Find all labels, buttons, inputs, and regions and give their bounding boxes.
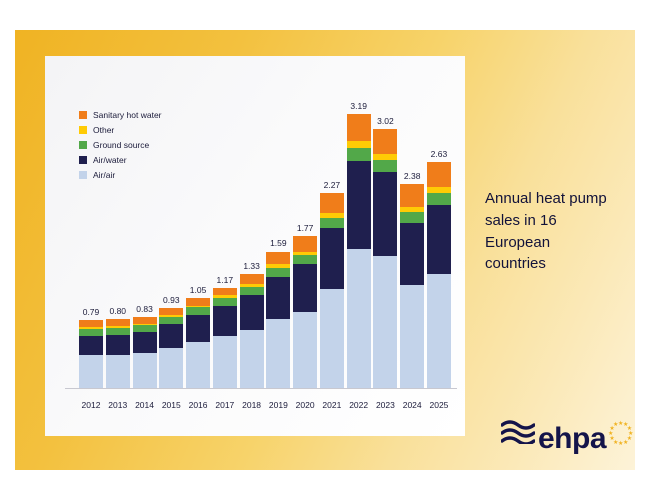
bar-column: [186, 284, 210, 388]
bar-segment: [159, 308, 183, 315]
bar-segment: [293, 255, 317, 264]
x-axis-tick-label: 2023: [375, 400, 395, 410]
bar-segment: [133, 325, 157, 332]
star-icon: ★: [626, 426, 633, 432]
bar-segment: [347, 114, 371, 141]
bar-segment: [240, 287, 264, 296]
x-axis-tick-label: 2015: [161, 400, 181, 410]
bar-segment: [213, 336, 237, 388]
bar-segment: [213, 298, 237, 307]
bar-stack: [240, 274, 264, 388]
bar-segment: [186, 298, 210, 306]
star-icon: ★: [608, 431, 614, 437]
bar-segment: [266, 277, 290, 319]
bar-segment: [159, 317, 183, 325]
x-axis-tick-label: 2014: [135, 400, 154, 410]
bar-segment: [347, 141, 371, 149]
bar-segment: [320, 193, 344, 213]
bar-column: [240, 260, 264, 388]
star-icon: ★: [618, 421, 624, 427]
bar-stack: [79, 320, 103, 388]
bar-column: [347, 101, 371, 388]
bar-segment: [373, 160, 397, 172]
bar-segment: [347, 148, 371, 161]
bar-segment: [106, 328, 130, 335]
bar-segment: [427, 205, 451, 274]
legend-label: Other: [93, 124, 115, 135]
ehpa-logo: [501, 418, 634, 455]
legend-label: Ground source: [93, 139, 150, 150]
star-icon: ★: [623, 439, 629, 446]
bar-column: [427, 149, 451, 388]
bar-segment: [400, 285, 424, 388]
bar-segment: [293, 264, 317, 311]
bar-segment: [133, 332, 157, 353]
x-axis-tick-label: 2021: [322, 400, 342, 410]
bar-stack: [347, 114, 371, 388]
bar-column: [373, 115, 397, 388]
star-icon: ★: [613, 439, 619, 446]
bar-total-label: 1.33: [243, 260, 260, 271]
star-icon: ★: [618, 441, 624, 447]
bar-segment: [213, 306, 237, 336]
x-axis-tick-label: 2016: [188, 400, 208, 410]
bar-segment: [373, 172, 397, 255]
star-icon: ★: [626, 436, 633, 442]
bar-segment: [427, 162, 451, 187]
bar-total-label: 1.17: [216, 274, 234, 285]
bar-segment: [400, 184, 424, 207]
bar-segment: [427, 274, 451, 388]
bar-total-label: 1.59: [270, 238, 287, 249]
bar-stack: [373, 129, 397, 388]
x-axis-tick-label: 2012: [81, 400, 101, 410]
legend-label: Air/water: [93, 154, 127, 165]
bar-segment: [293, 312, 317, 388]
bar-stack: [400, 184, 424, 388]
bar-segment: [186, 342, 210, 388]
x-axis-tick-label: 2019: [268, 400, 288, 410]
bar-segment: [79, 336, 103, 356]
x-axis-tick-label: 2017: [215, 400, 235, 410]
bar-segment: [400, 212, 424, 223]
bar-total-label: 1.77: [296, 223, 314, 233]
bar-segment: [400, 223, 424, 285]
bar-segment: [159, 348, 183, 388]
bar-segment: [293, 236, 317, 251]
bar-total-label: 3.02: [377, 115, 394, 126]
bar-segment: [186, 307, 210, 315]
bar-segment: [106, 355, 130, 388]
bar-stack: [159, 308, 183, 388]
bar-segment: [186, 315, 210, 342]
x-axis-tick-label: 2022: [349, 400, 369, 410]
bar-total-label: 0.80: [109, 306, 127, 317]
bar-segment: [79, 355, 103, 388]
bar-segment: [106, 335, 130, 355]
bar-total-label: 0.93: [163, 295, 180, 306]
bar-segment: [266, 319, 290, 388]
x-axis-tick-label: 2024: [402, 400, 422, 410]
bar-column: [400, 170, 424, 388]
bar-column: [213, 274, 237, 388]
x-axis-line: [65, 388, 457, 389]
bar-total-label: 0.79: [82, 307, 100, 318]
logo-wordmark: ehpa: [538, 421, 607, 455]
bar-segment: [320, 218, 344, 228]
star-icon: ★: [609, 426, 615, 432]
star-icon: ★: [623, 422, 629, 429]
bar-segment: [240, 274, 264, 284]
bar-column: [293, 223, 317, 388]
bar-segment: [133, 353, 157, 388]
bar-segment: [240, 295, 264, 330]
bar-stack: [293, 236, 317, 388]
slide-background: [15, 30, 635, 470]
x-axis-tick-label: 2020: [295, 400, 315, 410]
bar-total-label: 2.63: [430, 149, 448, 160]
x-axis-tick-label: 2025: [429, 400, 449, 410]
star-icon: ★: [628, 431, 634, 437]
bar-segment: [373, 256, 397, 388]
x-axis-tick-label: 2018: [242, 400, 262, 410]
bar-segment: [133, 317, 157, 324]
eu-stars-icon: [608, 421, 634, 447]
slide-caption: Annual heat pump sales in 16 European countries: [485, 190, 607, 273]
bar-stack: [427, 162, 451, 388]
star-icon: ★: [609, 436, 615, 442]
bar-stack: [133, 317, 157, 388]
chart-panel: [45, 56, 465, 436]
bar-stack: [186, 298, 210, 388]
bar-segment: [347, 249, 371, 388]
bar-column: [79, 307, 103, 388]
bar-segment: [79, 320, 103, 327]
bar-total-label: 2.38: [403, 170, 421, 181]
bar-segment: [320, 289, 344, 388]
star-icon: ★: [613, 422, 619, 429]
bar-segment: [159, 324, 183, 347]
bar-segment: [240, 330, 264, 388]
legend-label: Air/air: [93, 169, 116, 180]
bar-total-label: 1.05: [189, 284, 207, 295]
x-axis-labels: [73, 400, 457, 410]
bar-stack: [320, 193, 344, 388]
bar-column: [133, 303, 157, 388]
bar-total-label: 3.19: [350, 101, 367, 112]
bar-group: [73, 96, 457, 388]
bar-column: [159, 295, 183, 388]
bar-stack: [266, 251, 290, 388]
legend-label: Sanitary hot water: [93, 109, 162, 120]
bar-segment: [320, 228, 344, 289]
bar-segment: [266, 268, 290, 277]
bar-segment: [213, 288, 237, 296]
bar-segment: [106, 319, 130, 326]
bar-segment: [79, 329, 103, 336]
bar-segment: [373, 154, 397, 161]
waves-icon: [501, 418, 535, 449]
bar-segment: [266, 252, 290, 265]
bar-total-label: 0.83: [136, 303, 153, 314]
bar-column: [106, 306, 130, 388]
bar-column: [266, 238, 290, 388]
bar-column: [320, 180, 344, 388]
chart-plot-area: [73, 96, 457, 388]
bar-stack: [106, 319, 130, 388]
bar-segment: [373, 129, 397, 154]
x-axis-tick-label: 2013: [108, 400, 128, 410]
bar-segment: [427, 193, 451, 205]
bar-total-label: 2.27: [323, 180, 341, 191]
bar-stack: [213, 288, 237, 388]
bar-segment: [347, 161, 371, 249]
